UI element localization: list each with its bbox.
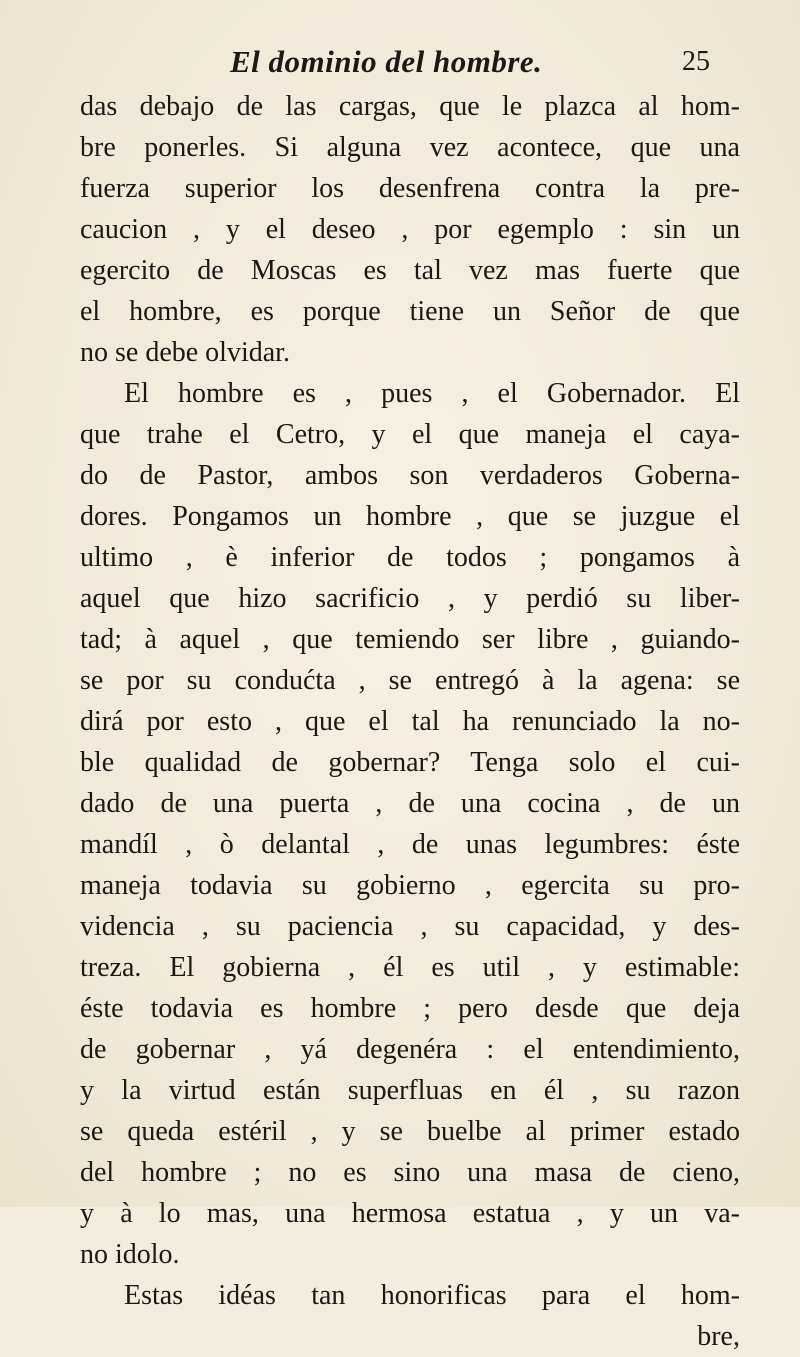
text-line: aquel que hizo sacrificio , y perdió su liber- xyxy=(80,583,740,614)
text-line: bre ponerles. Si alguna vez acontece, que una xyxy=(80,132,740,163)
text-line: do de Pastor, ambos son verdaderos Goberna- xyxy=(80,460,740,491)
text-line: se por su condućta , se entregó à la agena: se xyxy=(80,665,740,696)
text-line: no se debe olvidar. xyxy=(80,337,290,368)
text-line: El hombre es , pues , el Gobernador. El xyxy=(124,378,740,409)
text-line: dado de una puerta , de una cocina , de un xyxy=(80,788,740,819)
text-line: tad; à aquel , que temiendo ser libre , guiando- xyxy=(80,624,740,655)
page-header xyxy=(0,44,800,84)
text-line: fuerza superior los desenfrena contra la pre- xyxy=(80,173,740,204)
text-line: caucion , y el deseo , por egemplo : sin un xyxy=(80,214,740,245)
text-line: dirá por esto , que el tal ha renunciado la no- xyxy=(80,706,740,737)
text-line: ble qualidad de gobernar? Tenga solo el cui- xyxy=(80,747,740,778)
text-line: que trahe el Cetro, y el que maneja el caya- xyxy=(80,419,740,450)
text-line: ultimo , è inferior de todos ; pongamos à xyxy=(80,542,740,573)
page-number: 25 xyxy=(682,46,710,77)
text-line: del hombre ; no es sino una masa de cieno, xyxy=(80,1157,740,1188)
running-title: El dominio del hombre. xyxy=(230,44,543,79)
text-line: mandíl , ò delantal , de unas legumbres: éste xyxy=(80,829,740,860)
text-line: y la virtud están superfluas en él , su razon xyxy=(80,1075,740,1106)
text-line: de gobernar , yá degenéra : el entendimiento, xyxy=(80,1034,740,1065)
text-line: el hombre, es porque tiene un Señor de que xyxy=(80,296,740,327)
text-line: das debajo de las cargas, que le plazca al hom- xyxy=(80,91,740,122)
body-text xyxy=(80,86,740,1357)
catchword: bre, xyxy=(697,1321,740,1352)
text-line: se queda estéril , y se buelbe al primer estado xyxy=(80,1116,740,1147)
text-line: dores. Pongamos un hombre , que se juzgue el xyxy=(80,501,740,532)
text-line: treza. El gobierna , él es util , y estimable: xyxy=(80,952,740,983)
text-line: videncia , su paciencia , su capacidad, y des- xyxy=(80,911,740,942)
text-line: Estas idéas tan honorificas para el hom- xyxy=(124,1280,740,1311)
text-line: no idolo. xyxy=(80,1239,180,1270)
text-line: maneja todavia su gobierno , egercita su pro- xyxy=(80,870,740,901)
text-line: egercito de Moscas es tal vez mas fuerte que xyxy=(80,255,740,286)
text-line: y à lo mas, una hermosa estatua , y un va- xyxy=(80,1198,740,1229)
text-line: éste todavia es hombre ; pero desde que deja xyxy=(80,993,740,1024)
